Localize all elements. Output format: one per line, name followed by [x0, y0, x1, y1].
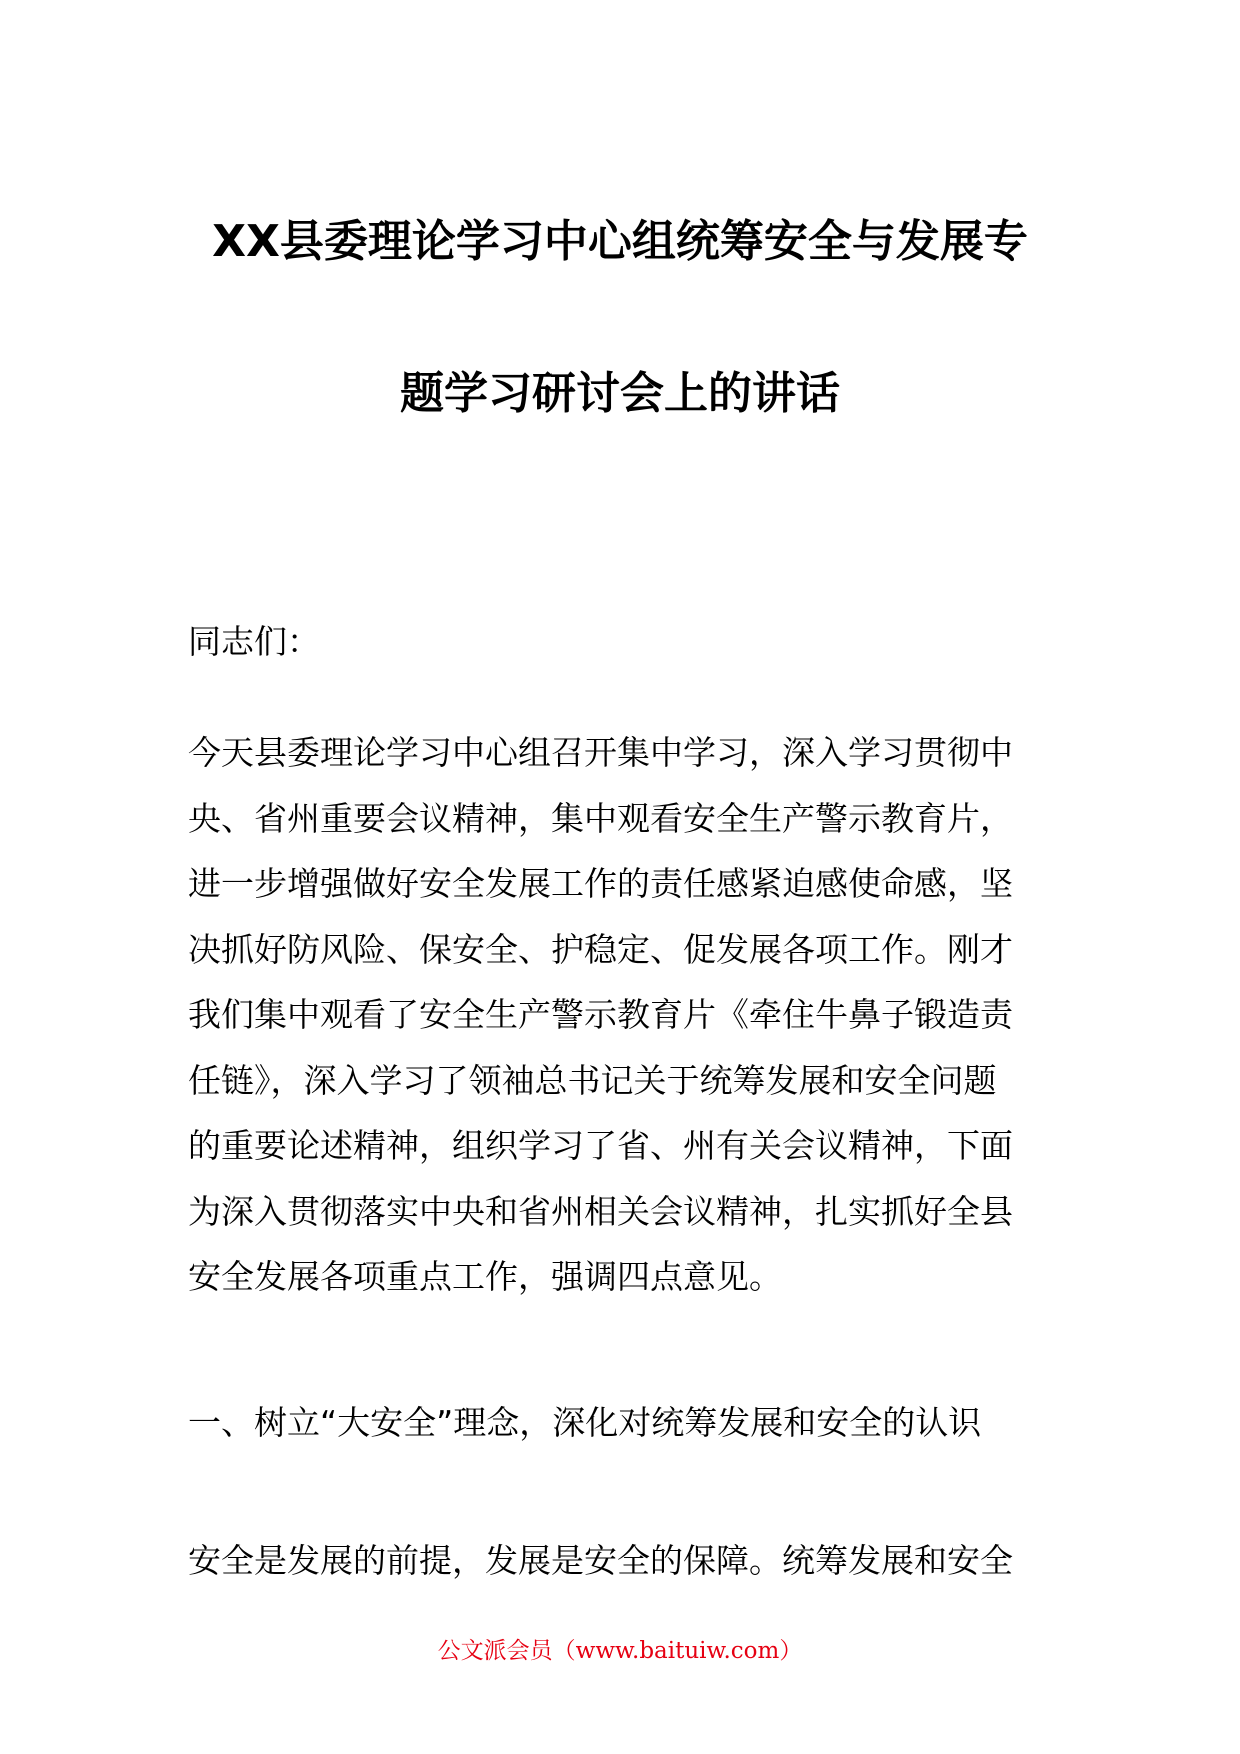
intro-line: 我们集中观看了安全生产警示教育片《牵住牛鼻子锻造责: [188, 995, 1013, 1034]
intro-line: 任链》，深入学习了领袖总书记关于统筹发展和安全问题: [188, 1060, 997, 1100]
salutation: 同志们：: [188, 622, 320, 661]
intro-line: 今天县委理论学习中心组召开集中学习，深入学习贯彻中: [188, 733, 1013, 772]
intro-line: 为深入贯彻落实中央和省州相关会议精神，扎实抓好全县: [188, 1191, 1013, 1231]
section-heading: 一、树立“大安全”理念，深化对统筹发展和安全的认识: [188, 1403, 982, 1442]
intro-line: 安全发展各项重点工作，强调四点意见。: [188, 1257, 782, 1296]
intro-paragraph: [188, 720, 1068, 1310]
section-paragraph: 安全是发展的前提，发展是安全的保障。统筹发展和安全: [188, 1541, 1013, 1580]
intro-line: 央、省州重要会议精神，集中观看安全生产警示教育片，: [188, 798, 1013, 838]
document-title-line-2: 题学习研讨会上的讲话: [400, 368, 840, 419]
intro-line: 的重要论述精神，组织学习了省、州有关会议精神，下面: [188, 1126, 1013, 1165]
intro-line: 进一步增强做好安全发展工作的责任感紧迫感使命感，坚: [188, 864, 1013, 903]
intro-line: 决抓好防风险、保安全、护稳定、促发展各项工作。刚才: [188, 929, 1013, 969]
document-title-line-1: XX县委理论学习中心组统筹安全与发展专: [212, 216, 1028, 267]
footer-watermark: 公文派会员（www.baituiw.com）: [437, 1638, 803, 1664]
